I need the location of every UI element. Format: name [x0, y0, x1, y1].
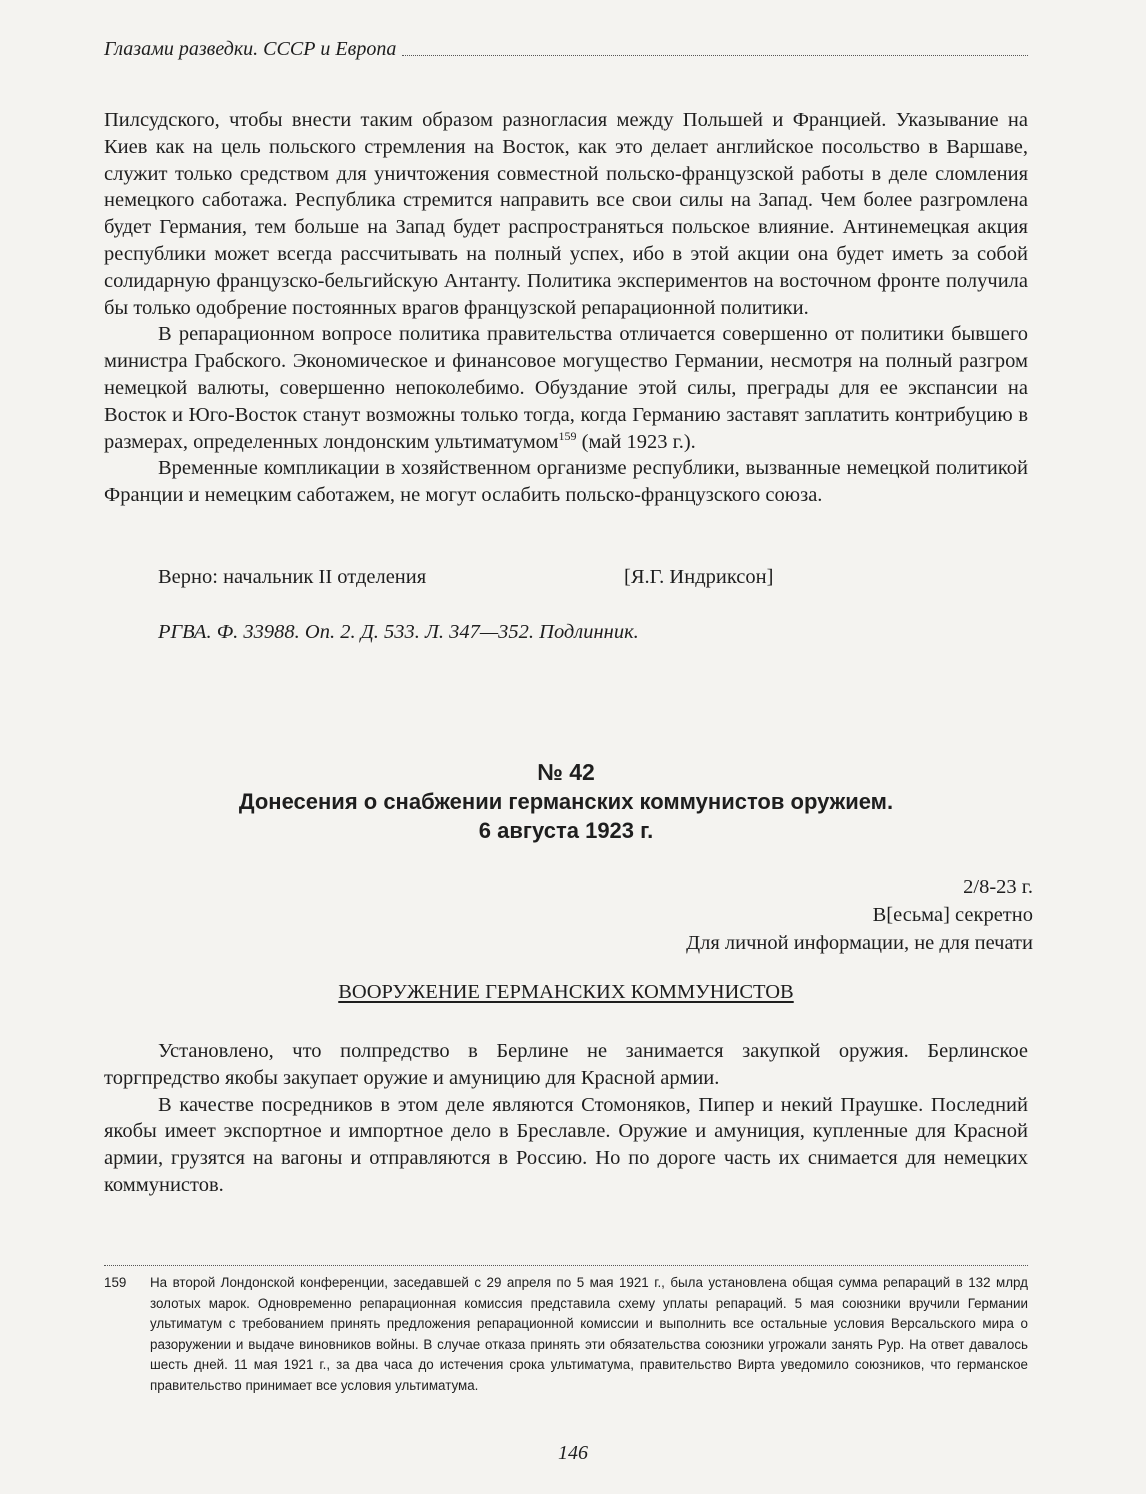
- meta-distribution: Для личной информации, не для печати: [686, 932, 1033, 954]
- paragraph-text: В репарационном вопросе политика правительства отличается совершенно от политики бывшего министра Грабского. Экономическое и финансовое могущество Германии, несмотря на полный разгром немецкой валюты, совершенно непоколебимо. Обуздание этой силы, преграды для ее экспансии на Восток и Юго-Восток станут возможны только тогда, когда Германию заставят заплатить контрибуцию в размерах, определенных лондонским ультиматумом: [104, 323, 1028, 453]
- section-heading-text: ВООРУЖЕНИЕ ГЕРМАНСКИХ КОММУНИСТОВ: [338, 981, 794, 1003]
- footnote: [104, 1273, 1028, 1396]
- footnote-text: На второй Лондонской конференции, заседавшей с 29 апреля по 5 мая 1921 г., была установлена общая сумма репараций в 132 млрд золотых марок. Одновременно репарационная комиссия представила схему уплаты репараций. 5 мая союзники вручили Германии ультиматум с требованием принять предложения репарационной комиссии и выполнить все остальные условия Версальского мира о разоружении и выдаче виновников войны. В случае отказа принять эти обязательства союзники угрожали занять Рур. На ответ давалось шесть дней. 11 мая 1921 г., за два часа до истечения срока ультиматума, правительство Вирта уведомило союзников, что германское правительство принимает все условия ультиматума.: [150, 1275, 1028, 1393]
- running-head-title: Глазами разведки. СССР и Европа: [104, 38, 397, 60]
- section-2-body: [104, 1038, 1028, 1199]
- running-head: [104, 38, 1028, 61]
- attestation-line: [158, 566, 1028, 589]
- meta-date: 2/8-23 г.: [963, 876, 1033, 898]
- paragraph: Установлено, что полпредство в Берлине не занимается закупкой оружия. Берлинское торгпредство якобы закупает оружие и амуницию для Красной армии.: [104, 1040, 1028, 1089]
- paragraph: [104, 321, 1028, 455]
- footnote-separator: [104, 1265, 1028, 1266]
- signature: [Я.Г. Индриксон]: [624, 566, 774, 588]
- footnote-reference[interactable]: 159: [558, 428, 577, 443]
- document-number: № 42: [537, 759, 595, 785]
- paragraph: Пилсудского, чтобы внести таким образом разногласия между Польшей и Францией. Указывание на Киев как на цель польского стремления на Восток, как это делает английское посольство в Варшаве, служит только средством для уничтожения совместной польско-французской работы в деле сломления немецкого саботажа. Республика стремится направить все свои силы на Запад. Чем более разгромлена будет Германия, тем больше на Запад будет распространяться польское влияние. Антинемецкая акция республики может всегда рассчитывать на полный успех, ибо в этой акции она будет иметь за собой солидарную французско-бельгийскую Антанту. Политика экспериментов на восточном фронте получила бы только одобрение постоянных врагов французской репарационной политики.: [104, 109, 1028, 319]
- paragraph: В качестве посредников в этом деле являются Стомоняков, Пипер и некий Праушке. Последний якобы имеет экспортное и импортное дело в Бреславле. Оружие и амуниция, купленные для Красной армии, грузятся на вагоны и отправляются в Россию. Но по дороге часть их снимается для немецких коммунистов.: [104, 1093, 1028, 1196]
- paragraph-text-end: (май 1923 г.).: [576, 430, 696, 453]
- running-head-rule: [402, 55, 1028, 56]
- paragraph: Временные компликации в хозяйственном организме республики, вызванные немецкой политикой Франции и немецким саботажем, не могут ослабить польско-французского союза.: [104, 457, 1028, 507]
- document-meta: [686, 873, 1033, 957]
- meta-secrecy: В[есьма] секретно: [872, 904, 1033, 926]
- document-title: Донесения о снабжении германских коммунистов оружием.: [238, 789, 894, 814]
- section-heading: [104, 981, 1028, 1004]
- page-number: 146: [558, 1442, 588, 1464]
- archive-reference: РГВА. Ф. 33988. Оп. 2. Д. 533. Л. 347—352. Подлинник.: [158, 621, 639, 643]
- attestation-label: Верно: начальник II отделения: [158, 566, 427, 588]
- footnote-number: 159: [104, 1275, 127, 1290]
- document-header: [104, 758, 1028, 845]
- document-date: 6 августа 1923 г.: [478, 818, 654, 843]
- section-1-body: [104, 107, 1028, 509]
